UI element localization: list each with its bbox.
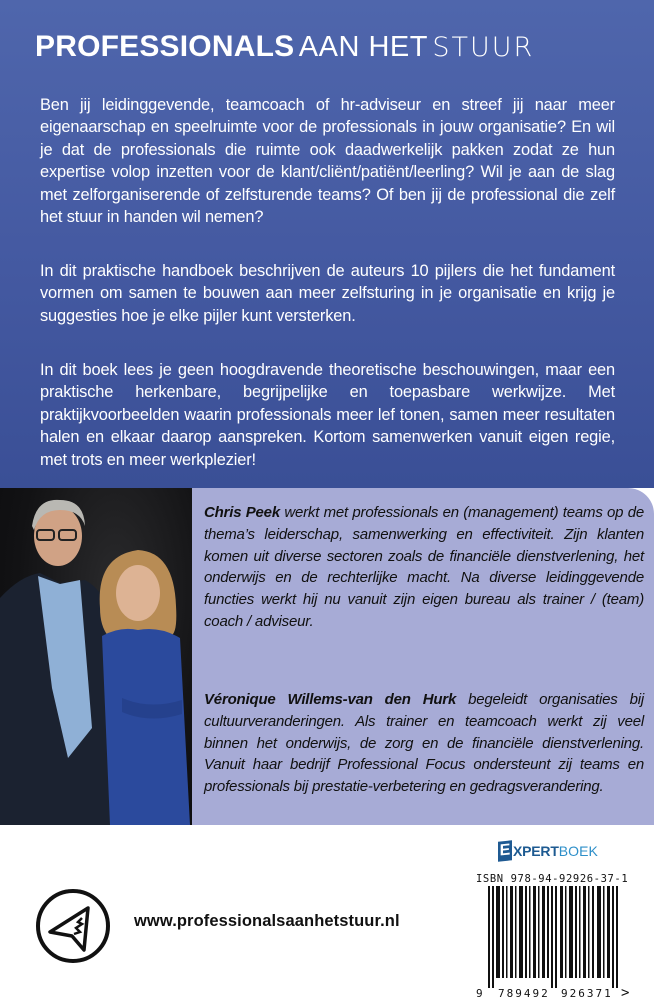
publisher-name-light: BOEK	[558, 843, 598, 859]
book-title	[35, 32, 635, 62]
cover-top-section	[0, 0, 654, 488]
barcode-end-marker: >	[621, 985, 630, 999]
authors-photo	[0, 488, 192, 825]
isbn-label: ISBN 978-94-92926-37-1	[476, 873, 629, 885]
author-bio-veronique	[204, 689, 644, 798]
title-part-stuur: STUUR	[432, 32, 535, 63]
authors-photo-illustration	[0, 488, 192, 825]
author-bio-text: begeleidt organisaties bij cultuurveranderingen. Als trainer en teamcoach werkt zij veel binnen het onderwijs, de zorg en de financiële dienstverlening. Vanuit haar bedrijf Professional Focus ondersteunt zij teams en professionals bij prestatie-verbetering en gedragsverandering.	[204, 691, 644, 796]
website-link[interactable]: www.professionalsaanhetstuur.nl	[134, 912, 400, 930]
intro-paragraph-1: Ben jij leidinggevende, teamcoach of hr-adviseur en streef jij naar meer eigenaarschap en speelruimte voor de professionals in jouw organisatie? En wil je dat de professionals die ruimte ook daadwerkelijk pakken zodat ze hun expertise volop inzetten voor de klant/cliënt/patiënt/leerling? Wil je aan de slag met zelforganiserende of zelfsturende teams? Of ben jij de professional die zelf het stuur in handen wil nemen?	[40, 96, 615, 227]
author-bio-panel	[192, 488, 654, 825]
barcode-first-digit: 9	[476, 987, 483, 999]
publisher-mark: E	[498, 840, 512, 861]
publisher-logo	[498, 840, 598, 862]
author-bio-text: werkt met professionals en (management) teams op de thema’s leiderschap, samenwerking en effectiviteit. Zijn klanten komen uit diverse sectoren zoals de financiële dienstverlening, het onderwijs en de rechterlijke macht. Na diverse leidinggevende functies werkt hij nu vanuit zijn eigen bureau als trainer / (team) coach / adviseur.	[204, 504, 644, 630]
intro-paragraph-2: In dit praktische handboek beschrijven de auteurs 10 pijlers die het fundament vormen om samen te bouwen aan meer zelfsturing in je organisatie en krijg je suggesties hoe je elke pijler kunt versterken.	[40, 262, 615, 325]
barcode-left-digits: 789492	[498, 987, 550, 999]
author-name: Chris Peek	[204, 504, 280, 521]
author-bio-chris-peek	[204, 502, 644, 633]
authors-section	[0, 488, 654, 825]
title-part-aan-het: AAN HET	[298, 31, 428, 63]
publisher-name-bold: XPERT	[513, 843, 559, 859]
barcode-right-digits: 926371	[561, 987, 613, 999]
barcode-icon	[476, 886, 646, 999]
title-part-professionals: PROFESSIONALS	[35, 30, 295, 63]
cover-footer	[0, 825, 654, 999]
author-name: Véronique Willems-van den Hurk	[204, 691, 457, 708]
steering-arrow-icon	[34, 888, 112, 964]
intro-paragraph-3: In dit boek lees je geen hoogdravende theoretische beschouwingen, maar een praktische herkenbare, begrijpelijke en toepasbare werkwijze. Met praktijkvoorbeelden waarin professionals meer lef tonen, samen meer resultaten halen en elkaar daarop aanspreken. Kortom samenwerken vanuit eigen regie, met trots en meer werkplezier!	[40, 361, 615, 469]
